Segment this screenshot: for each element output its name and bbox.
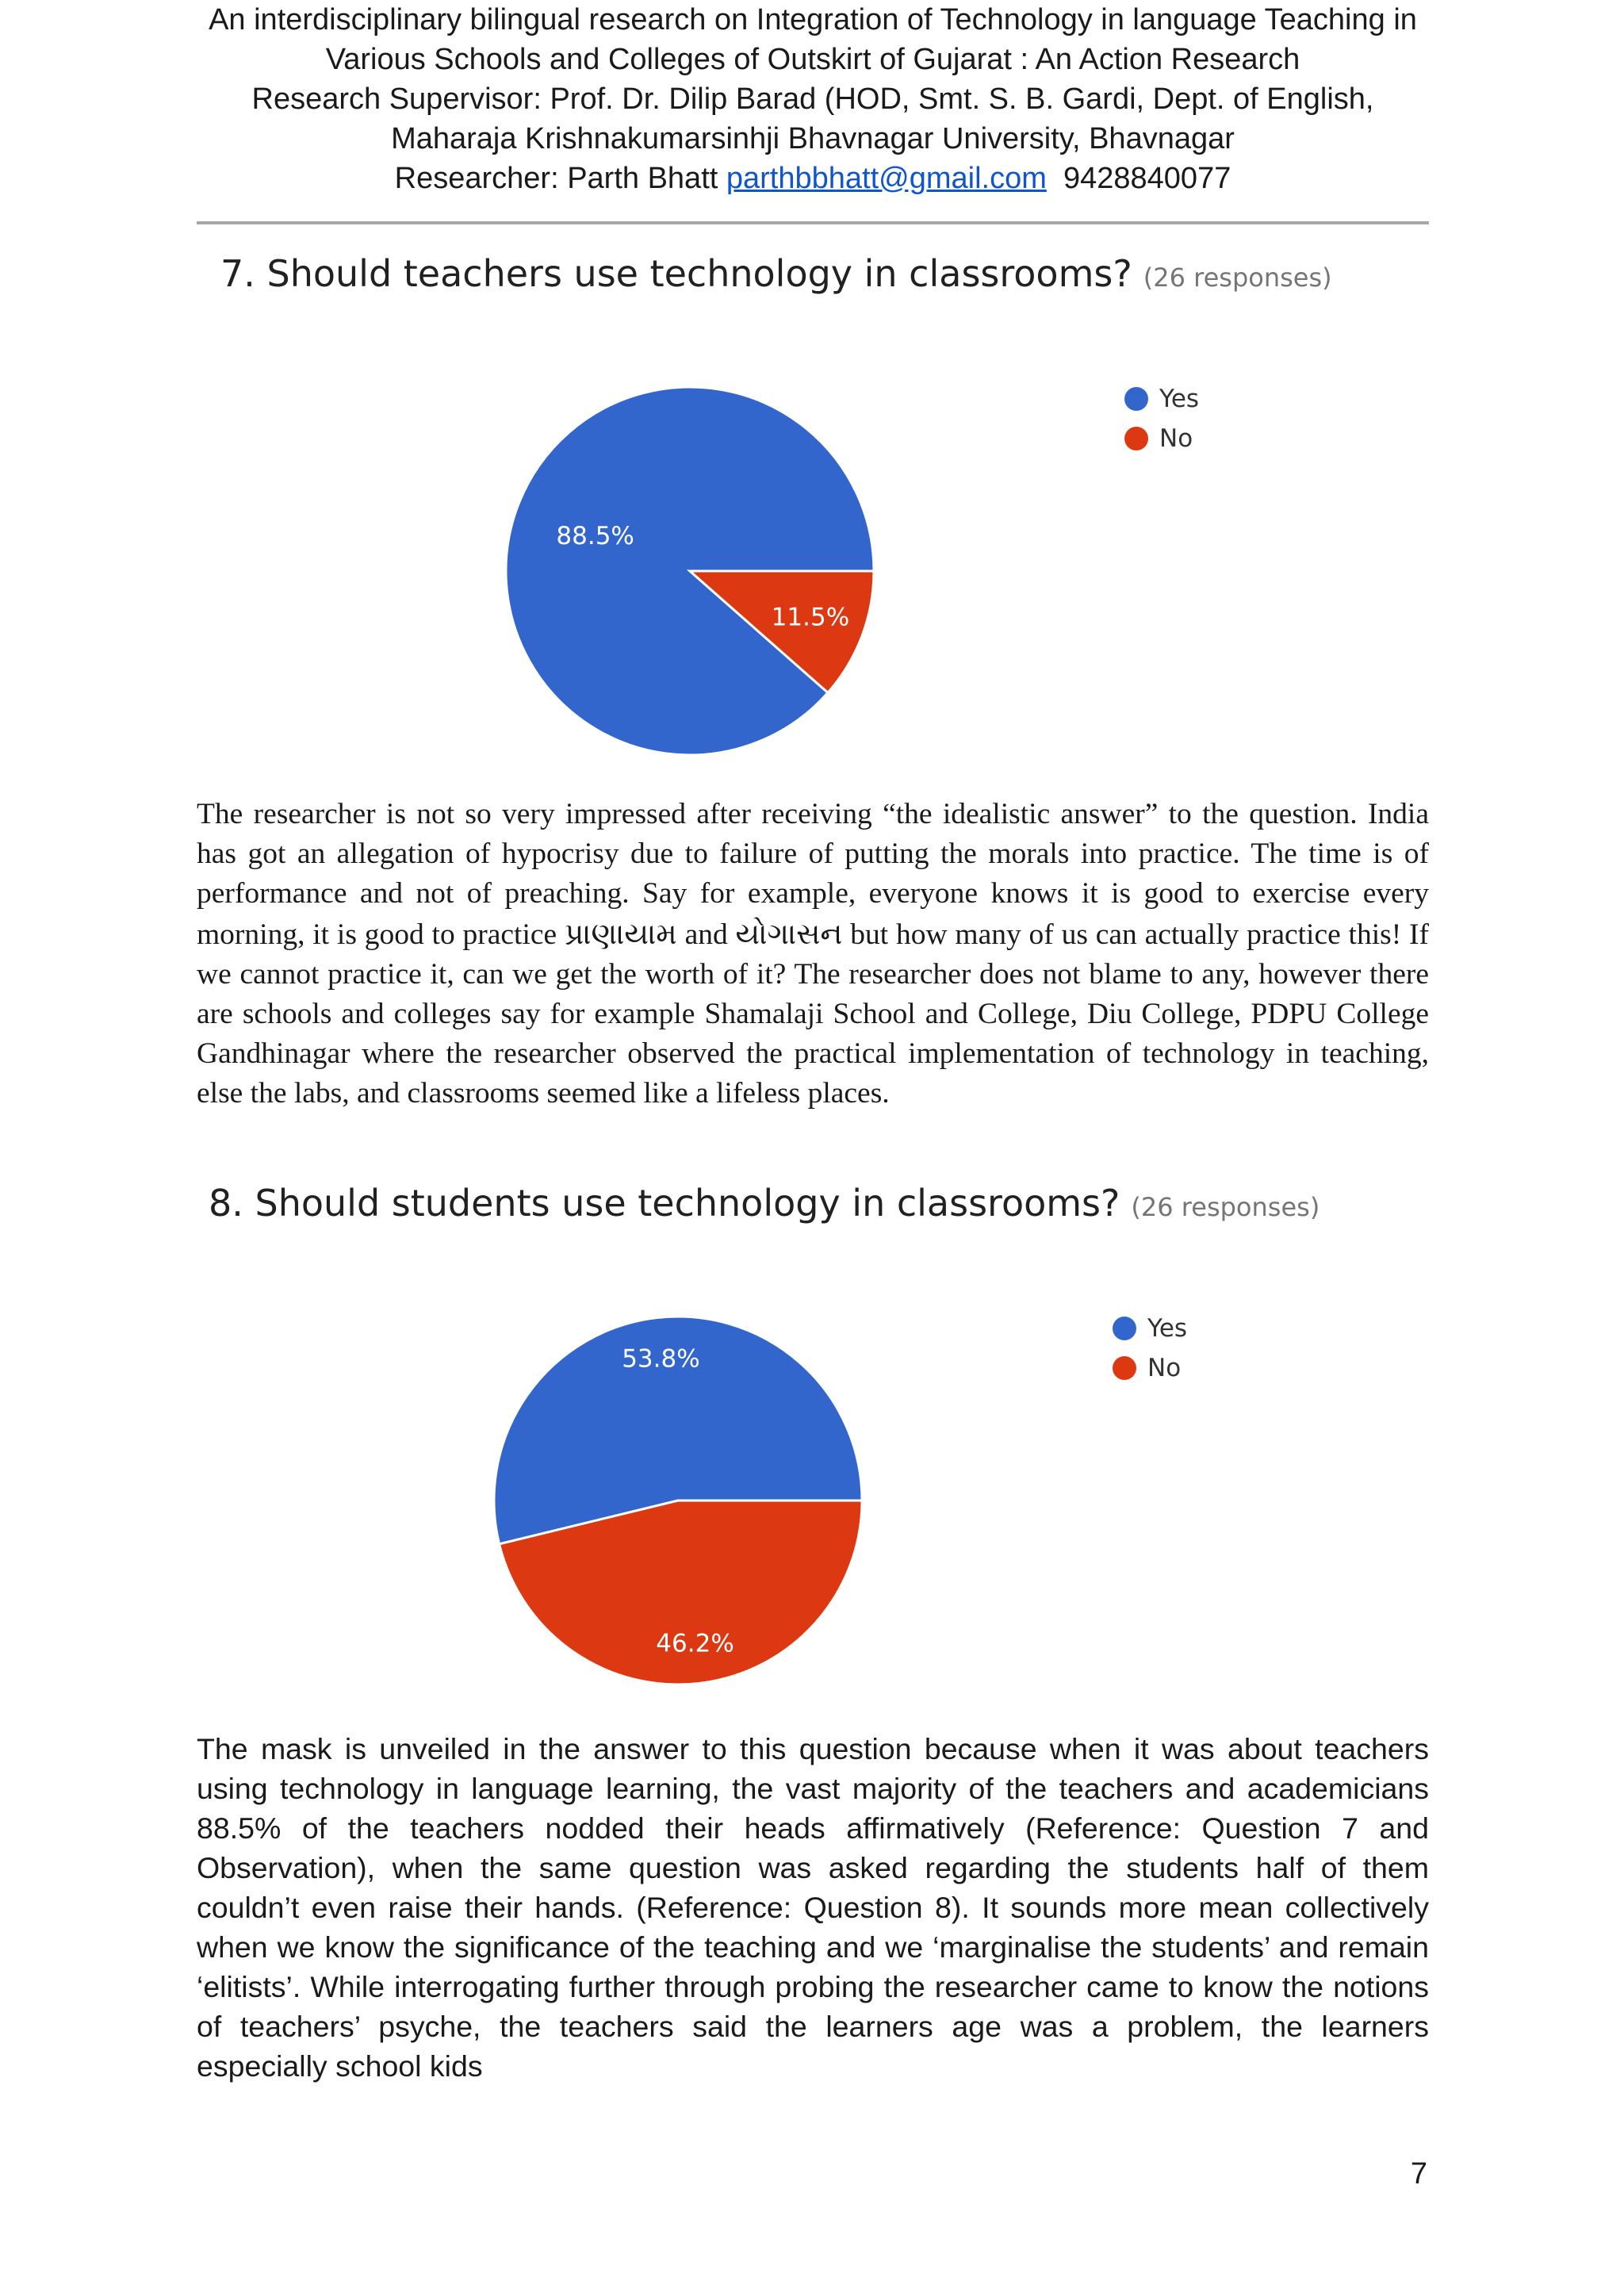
pie-label-yes: 88.5% bbox=[556, 521, 634, 550]
q8-question: 8. Should students use technology in classrooms? bbox=[209, 1182, 1120, 1225]
q8-chart bbox=[480, 1302, 876, 1703]
paragraph-1-part-2: and bbox=[676, 918, 736, 951]
q8-pie-chart bbox=[480, 1302, 876, 1699]
legend-dot-no bbox=[1113, 1356, 1136, 1380]
q8-legend bbox=[1113, 1309, 1187, 1388]
legend-dot-yes bbox=[1113, 1317, 1136, 1340]
q8-legend-yes-label: Yes bbox=[1147, 1314, 1188, 1343]
q7-legend-no bbox=[1124, 419, 1199, 458]
pie-label-no: 11.5% bbox=[771, 603, 850, 632]
pie-label-yes: 53.8% bbox=[622, 1344, 700, 1374]
q7-pie-chart bbox=[492, 373, 888, 769]
q7-legend-yes-label: Yes bbox=[1159, 385, 1200, 413]
q7-legend-no-label: No bbox=[1159, 424, 1193, 453]
legend-dot-yes bbox=[1124, 387, 1148, 411]
header-line-4: Maharaja Krishnakumarsinhji Bhavnagar University, Bhavnagar bbox=[391, 122, 1235, 155]
q7-title bbox=[220, 252, 1332, 295]
page-number: 7 bbox=[1410, 2157, 1427, 2191]
q7-question: 7. Should teachers use technology in classrooms? bbox=[220, 252, 1132, 295]
phone-number: 9428840077 bbox=[1063, 162, 1231, 195]
q8-responses: (26 responses) bbox=[1131, 1192, 1320, 1222]
q7-chart bbox=[492, 373, 888, 773]
gujarati-word-pranayam: પ્રાણાયામ bbox=[564, 916, 677, 951]
email-link[interactable]: parthbbhatt@gmail.com bbox=[726, 162, 1047, 195]
paragraph-1-part-3: but how many of us can actually practice this! If we cannot practice it, can we get the worth of it? The researcher does not blame to any, however there are schools and colleges say for example Shamalaji School and College, Diu College, PDPU College Gandhinagar where the researcher observed the practical implementation of technology in teaching, else the labs, and classrooms seemed like a lifeless places. bbox=[197, 918, 1429, 1110]
header-line-3: Research Supervisor: Prof. Dr. Dilip Barad (HOD, Smt. S. B. Gardi, Dept. of English, bbox=[251, 82, 1374, 116]
header-line-1: An interdisciplinary bilingual research on Integration of Technology in language Teaching in bbox=[209, 3, 1417, 36]
paragraph-2: The mask is unveiled in the answer to this question because when it was about teachers using technology in language learning, the vast majority of the teachers and academicians 88.5% of the teachers nodded their heads affirmatively (Reference: Question 7 and Observation), when the same question was asked regarding the students half of them couldn’t even raise their hands. (Reference: Question 8). It sounds more mean collectively when we know the significance of the teaching and we ‘marginalise the students’ and remain ‘elitists’. While interrogating further through probing the researcher came to know the notions of teachers’ psyche, the teachers said the learners age was a problem, the learners especially school kids bbox=[197, 1732, 1429, 2083]
header-line-2: Various Schools and Colleges of Outskirt of Gujarat : An Action Research bbox=[325, 43, 1300, 76]
researcher-label: Researcher: Parth Bhatt bbox=[394, 162, 726, 195]
q8-legend-yes bbox=[1113, 1309, 1187, 1348]
paragraph-1 bbox=[197, 795, 1429, 1114]
q7-legend-yes bbox=[1124, 379, 1199, 419]
header-divider bbox=[197, 221, 1429, 224]
legend-dot-no bbox=[1124, 427, 1148, 450]
q7-legend bbox=[1124, 379, 1199, 458]
q8-title bbox=[209, 1182, 1320, 1225]
header-line-5 bbox=[198, 159, 1427, 198]
q8-legend-no bbox=[1113, 1348, 1187, 1388]
gujarati-word-yogasan: યોગાસન bbox=[735, 916, 843, 951]
q8-legend-no-label: No bbox=[1147, 1354, 1182, 1382]
pie-label-no: 46.2% bbox=[656, 1629, 734, 1658]
page-header bbox=[198, 0, 1427, 198]
paragraph-1-part-1: The researcher is not so very impressed after receiving “the idealistic answer” to the question. India has got an allegation of hypocrisy due to failure of putting the morals into practice. The time is of performance and not of preaching. Say for example, everyone knows it is good to exercise every morning, it is good to practice bbox=[197, 798, 1429, 951]
q7-responses: (26 responses) bbox=[1143, 263, 1332, 293]
